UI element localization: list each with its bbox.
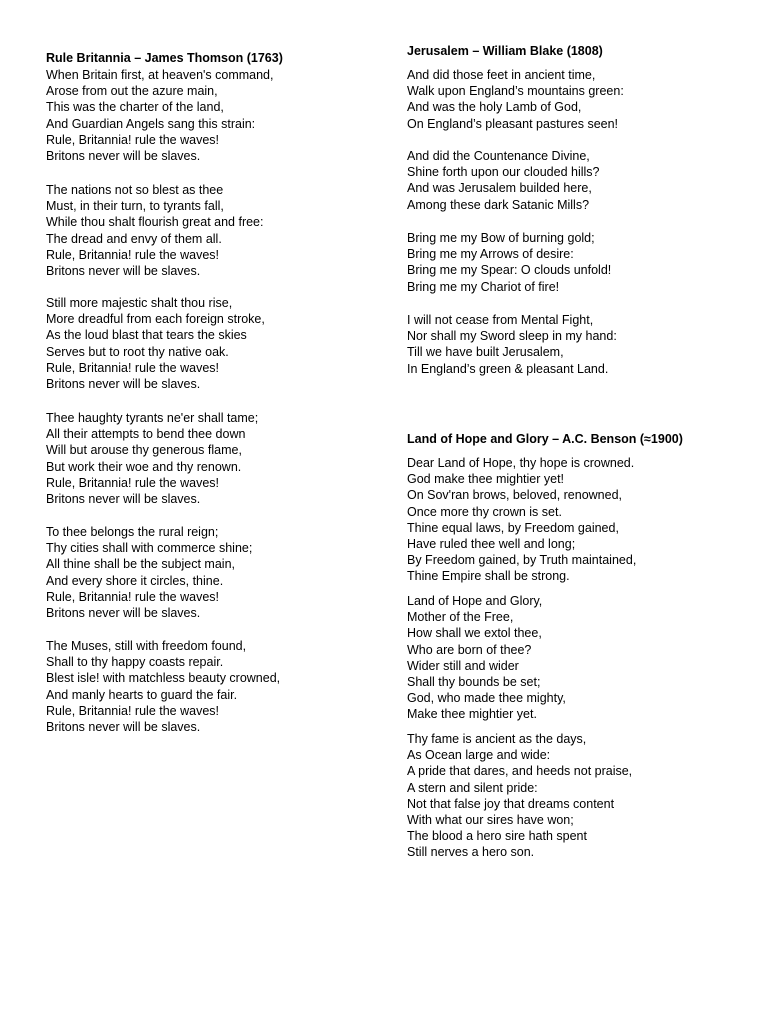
poem-line: By Freedom gained, by Truth maintained, (407, 553, 637, 568)
stanza (46, 638, 280, 735)
stanza (46, 524, 252, 621)
stanza (407, 312, 617, 377)
poem-line: Mother of the Free, (407, 610, 514, 625)
poem-line: In England’s green & pleasant Land. (407, 361, 609, 376)
poem-line: Rule, Britannia! rule the waves! (46, 360, 220, 375)
poem-line: While thou shalt flourish great and free: (46, 215, 264, 230)
poem-line: God make thee mightier yet! (407, 472, 565, 487)
poem-line: And every shore it circles, thine. (46, 573, 224, 588)
poem-line: Bring me my Spear: O clouds unfold! (407, 263, 612, 278)
stanza (46, 67, 273, 164)
poem-line: And Guardian Angels sang this strain: (46, 116, 256, 131)
poem-line: Once more thy crown is set. (407, 504, 562, 519)
poem-line: Rule, Britannia! rule the waves! (46, 703, 220, 718)
poem-line: Shall thy bounds be set; (407, 675, 541, 690)
poem-line: How shall we extol thee, (407, 626, 542, 641)
poem-line: The dread and envy of them all. (46, 231, 222, 246)
stanza (407, 593, 566, 723)
poem-title-land-of-hope-and-glory: Land of Hope and Glory – A.C. Benson (≈1900) (407, 432, 683, 446)
poem-line: A stern and silent pride: (407, 780, 538, 795)
poem-line: Arose from out the azure main, (46, 84, 218, 99)
stanza (46, 182, 263, 279)
poem-line: Thine Empire shall be strong. (407, 569, 570, 584)
stanza (407, 148, 600, 213)
poem-line: And did those feet in ancient time, (407, 68, 596, 82)
poem-line: Make thee mightier yet. (407, 707, 537, 722)
poem-line: The Muses, still with freedom found, (46, 639, 247, 653)
poem-line: As the loud blast that tears the skies (46, 328, 247, 343)
poem-line: This was the charter of the land, (46, 100, 224, 115)
poem-line: A pride that dares, and heeds not praise, (407, 764, 633, 779)
poem-line: Bring me my Bow of burning gold; (407, 231, 595, 245)
poem-line: With what our sires have won; (407, 813, 574, 828)
poem-line: Still nerves a hero son. (407, 845, 535, 860)
stanza (407, 731, 632, 861)
stanza (46, 410, 258, 507)
poem-line: All their attempts to bend thee down (46, 427, 246, 442)
poem-line: Shall to thy happy coasts repair. (46, 655, 224, 670)
poem-line: Blest isle! with matchless beauty crowned, (46, 671, 281, 686)
poem-line: On Sov'ran brows, beloved, renowned, (407, 488, 623, 503)
poem-line: Rule, Britannia! rule the waves! (46, 247, 220, 262)
poem-line: And was the holy Lamb of God, (407, 100, 582, 115)
poem-line: Thy fame is ancient as the days, (407, 732, 587, 746)
poem-line: Land of Hope and Glory, (407, 594, 543, 608)
poem-line: Rule, Britannia! rule the waves! (46, 475, 220, 490)
poem-line: Among these dark Satanic Mills? (407, 197, 590, 212)
poem-line: To thee belongs the rural reign; (46, 525, 219, 539)
poem-line: The nations not so blest as thee (46, 183, 224, 197)
poem-line: All thine shall be the subject main, (46, 557, 235, 572)
poem-line: Not that false joy that dreams content (407, 796, 615, 811)
poem-title-rule-britannia: Rule Britannia – James Thomson (1763) (46, 51, 283, 65)
poem-line: On England’s pleasant pastures seen! (407, 116, 619, 131)
poem-line: Serves but to root thy native oak. (46, 344, 229, 359)
poem-line: Britons never will be slaves. (46, 264, 201, 279)
poem-line: And was Jerusalem builded here, (407, 181, 592, 196)
poem-line: Thine equal laws, by Freedom gained, (407, 520, 619, 535)
poem-line: Bring me my Chariot of fire! (407, 279, 560, 294)
poem-line: Still more majestic shalt thou rise, (46, 296, 233, 310)
poem-line: I will not cease from Mental Fight, (407, 313, 594, 327)
poem-line: But work their woe and thy renown. (46, 459, 242, 474)
poem-line: Shine forth upon our clouded hills? (407, 165, 600, 180)
poem-line: And did the Countenance Divine, (407, 149, 590, 163)
poem-line: Rule, Britannia! rule the waves! (46, 132, 220, 147)
poem-line: As Ocean large and wide: (407, 748, 551, 763)
stanza (407, 230, 611, 295)
poem-line: Bring me my Arrows of desire: (407, 247, 574, 262)
poem-line: Britons never will be slaves. (46, 149, 201, 164)
poem-line: More dreadful from each foreign stroke, (46, 312, 265, 327)
poem-line: Rule, Britannia! rule the waves! (46, 589, 220, 604)
poem-line: Britons never will be slaves. (46, 720, 201, 735)
poem-line: When Britain first, at heaven's command, (46, 68, 274, 82)
poem-line: Nor shall my Sword sleep in my hand: (407, 329, 617, 344)
poem-line: And manly hearts to guard the fair. (46, 687, 238, 702)
poem-line: Till we have built Jerusalem, (407, 345, 564, 360)
poem-line: Dear Land of Hope, thy hope is crowned. (407, 456, 635, 470)
poem-line: The blood a hero sire hath spent (407, 829, 587, 844)
poem-line: God, who made thee mighty, (407, 691, 566, 706)
poem-line: Have ruled thee well and long; (407, 537, 576, 552)
poem-line: Thee haughty tyrants ne'er shall tame; (46, 411, 259, 425)
poem-title-jerusalem: Jerusalem – William Blake (1808) (407, 44, 603, 58)
poem-line: Will but arouse thy generous flame, (46, 443, 242, 458)
poem-line: Wider still and wider (407, 658, 519, 673)
poem-line: Britons never will be slaves. (46, 492, 201, 507)
stanza (407, 67, 624, 132)
stanza (46, 295, 265, 392)
poem-line: Britons never will be slaves. (46, 606, 201, 621)
poem-line: Who are born of thee? (407, 642, 532, 657)
poem-line: Britons never will be slaves. (46, 377, 201, 392)
poem-line: Must, in their turn, to tyrants fall, (46, 199, 224, 214)
poem-line: Thy cities shall with commerce shine; (46, 541, 253, 556)
stanza (407, 455, 636, 585)
poem-line: Walk upon England’s mountains green: (407, 84, 624, 99)
